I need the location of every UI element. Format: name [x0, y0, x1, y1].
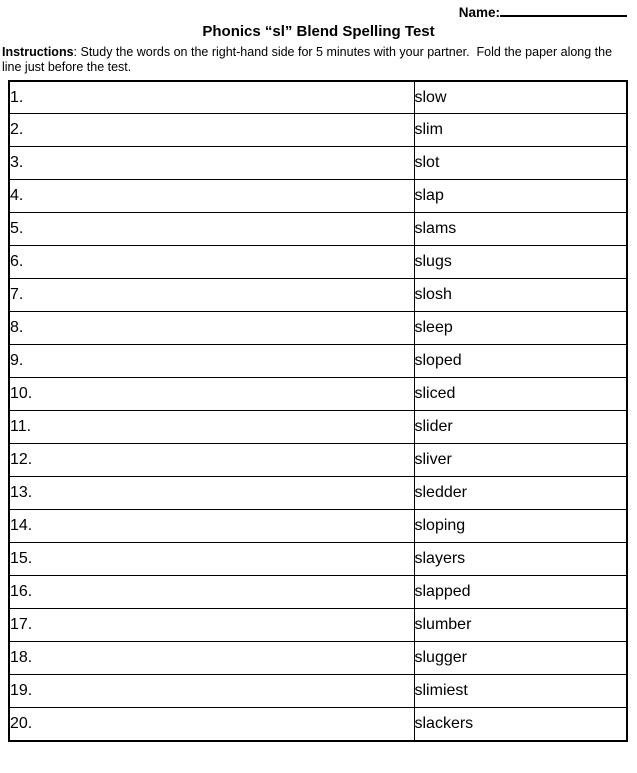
row-number: 17.	[9, 609, 414, 642]
instructions	[0, 40, 634, 75]
table-row	[9, 675, 627, 708]
row-number: 5.	[9, 213, 414, 246]
row-number: 4.	[9, 180, 414, 213]
table-row	[9, 609, 627, 642]
row-word: sloped	[414, 345, 627, 378]
row-number: 2.	[9, 114, 414, 147]
row-word: sledder	[414, 477, 627, 510]
row-word: sliced	[414, 378, 627, 411]
row-number: 6.	[9, 246, 414, 279]
name-label: Name:	[458, 5, 500, 20]
row-number: 13.	[9, 477, 414, 510]
row-number: 12.	[9, 444, 414, 477]
row-number: 9.	[9, 345, 414, 378]
row-number: 14.	[9, 510, 414, 543]
table-row	[9, 543, 627, 576]
table-row	[9, 246, 627, 279]
page-title: Phonics “sl” Blend Spelling Test	[202, 22, 435, 40]
row-number: 19.	[9, 675, 414, 708]
row-word: slap	[414, 180, 627, 213]
instructions-label: Instructions	[2, 45, 74, 60]
table-row	[9, 378, 627, 411]
name-blank-field	[500, 5, 627, 17]
row-word: slugs	[414, 246, 627, 279]
table-row	[9, 213, 627, 246]
row-word: slams	[414, 213, 627, 246]
row-word: slayers	[414, 543, 627, 576]
table-row	[9, 708, 627, 741]
row-word: slot	[414, 147, 627, 180]
row-number: 16.	[9, 576, 414, 609]
row-word: slosh	[414, 279, 627, 312]
row-number: 20.	[9, 708, 414, 741]
row-word: slumber	[414, 609, 627, 642]
row-word: slimiest	[414, 675, 627, 708]
table-row	[9, 510, 627, 543]
table-row	[9, 411, 627, 444]
row-number: 3.	[9, 147, 414, 180]
row-word: slow	[414, 81, 627, 114]
row-number: 1.	[9, 81, 414, 114]
instructions-text: : Study the words on the right-hand side for 5 minutes with your partner. Fold the paper along the line just before the test.	[2, 45, 613, 75]
table-row	[9, 642, 627, 675]
table-row	[9, 81, 627, 114]
row-word: sliver	[414, 444, 627, 477]
table-row	[9, 444, 627, 477]
table-row	[9, 114, 627, 147]
row-word: sloping	[414, 510, 627, 543]
row-word: sleep	[414, 312, 627, 345]
row-number: 7.	[9, 279, 414, 312]
row-word: slackers	[414, 708, 627, 741]
row-number: 15.	[9, 543, 414, 576]
row-number: 10.	[9, 378, 414, 411]
table-row	[9, 312, 627, 345]
word-table	[8, 80, 628, 742]
table-row	[9, 477, 627, 510]
table-row	[9, 147, 627, 180]
row-number: 8.	[9, 312, 414, 345]
table-row	[9, 180, 627, 213]
row-word: slapped	[414, 576, 627, 609]
row-number: 18.	[9, 642, 414, 675]
row-number: 11.	[9, 411, 414, 444]
name-line	[0, 0, 637, 21]
row-word: slugger	[414, 642, 627, 675]
row-word: slider	[414, 411, 627, 444]
row-word: slim	[414, 114, 627, 147]
table-row	[9, 576, 627, 609]
word-table-body	[9, 81, 627, 741]
table-row	[9, 279, 627, 312]
table-row	[9, 345, 627, 378]
